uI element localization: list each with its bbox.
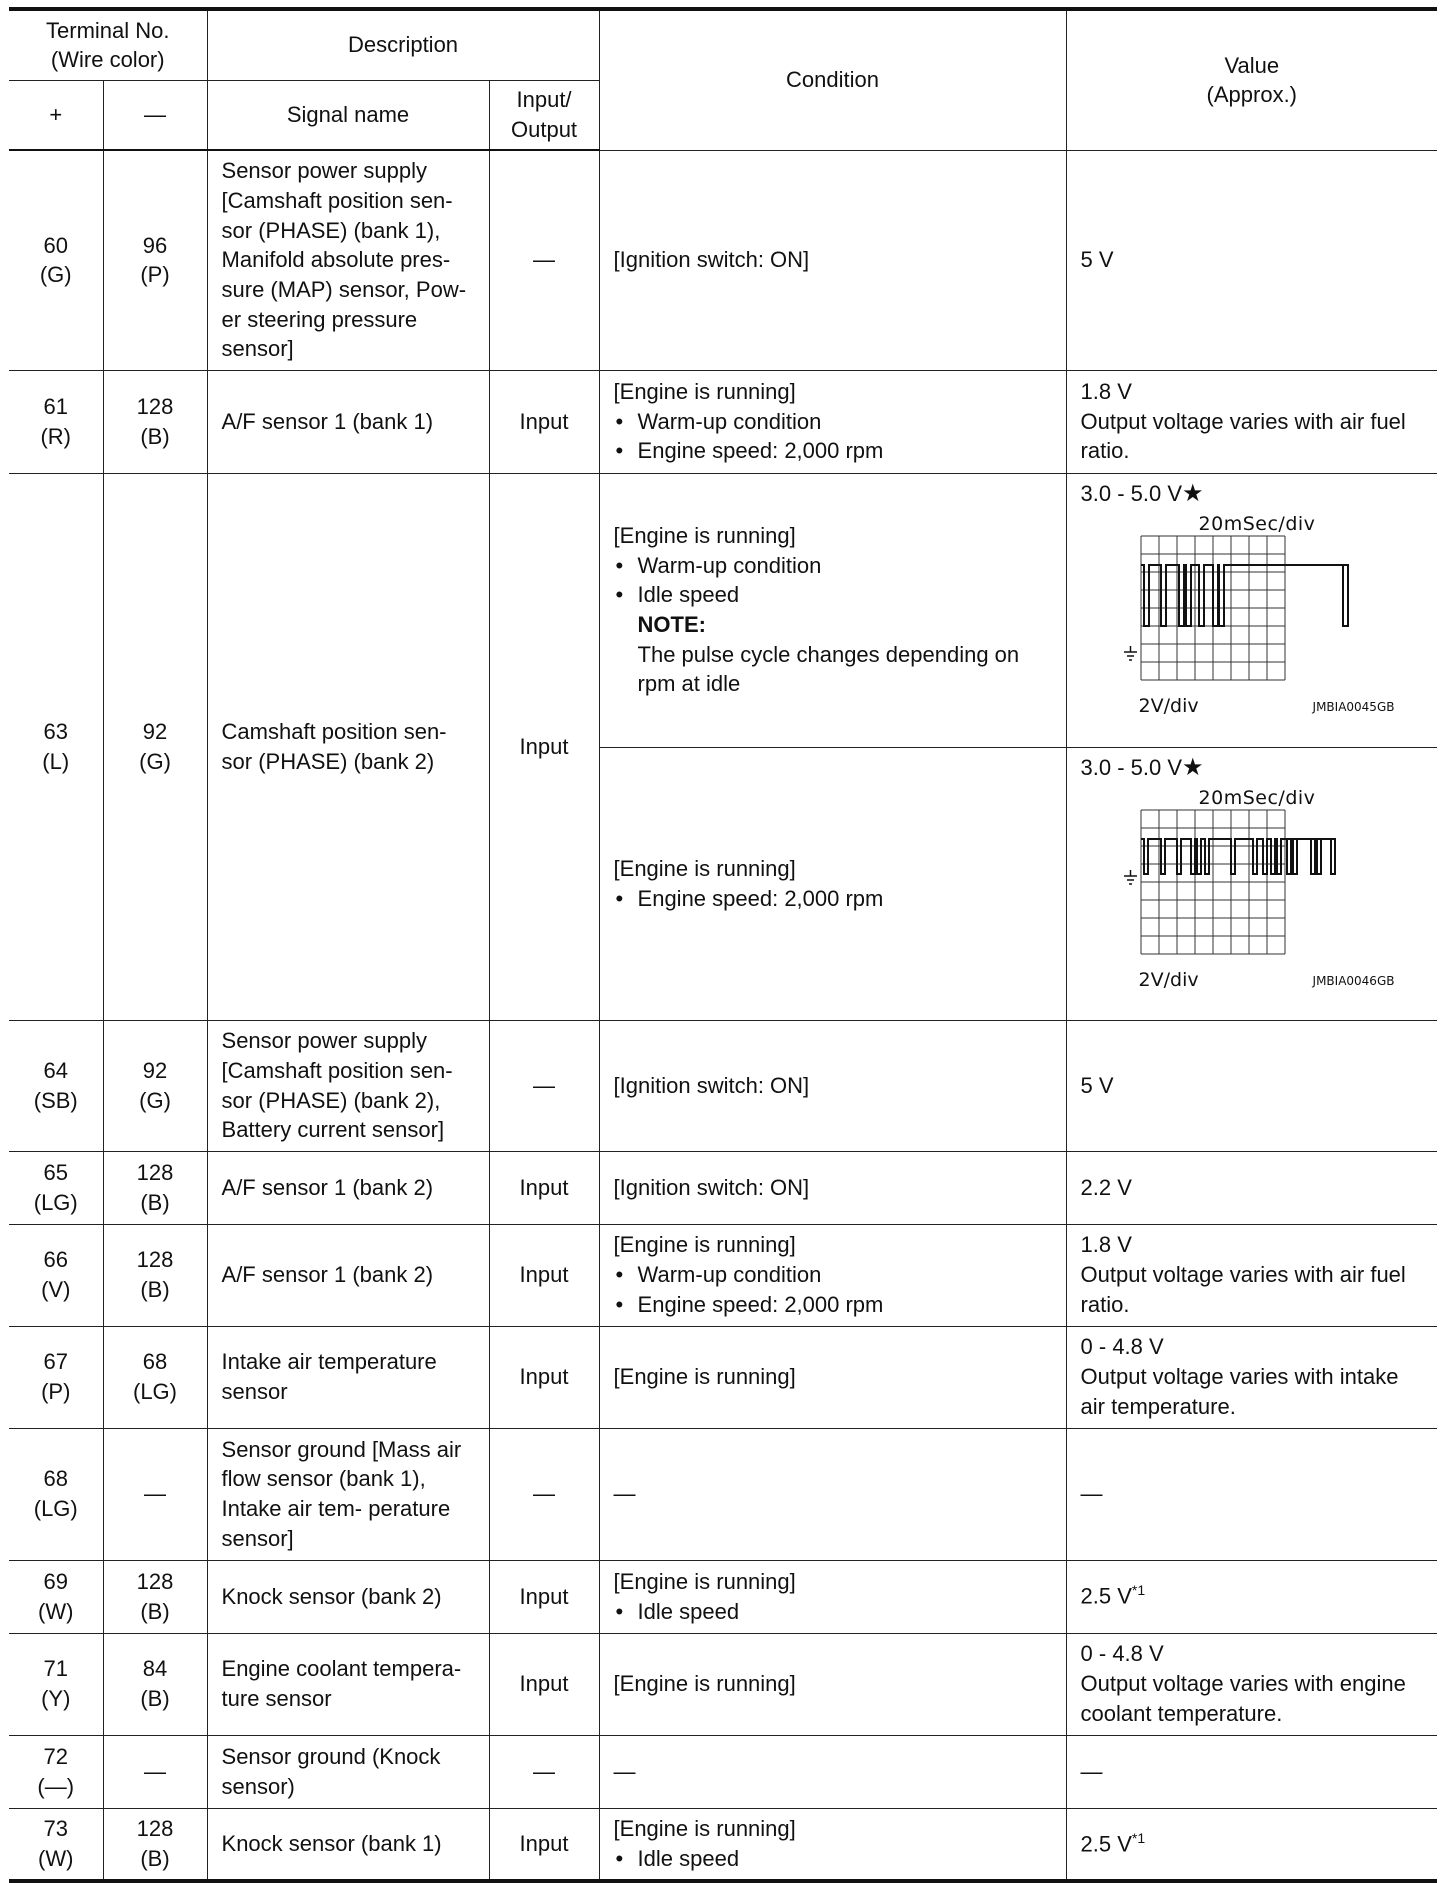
condition-head: [Engine is running] — [613, 855, 796, 881]
wire-color: (V) — [41, 1277, 71, 1302]
io-type: Input — [489, 1633, 599, 1735]
condition — [599, 473, 1066, 747]
value-main: 3.0 - 5.0 V — [1080, 754, 1183, 780]
star-icon: ★ — [1182, 479, 1204, 507]
oscilloscope-graph — [1081, 786, 1411, 998]
wire-color: (—) — [37, 1773, 75, 1799]
condition: [Ignition switch: ON] — [599, 1151, 1066, 1224]
condition-item: • Warm-up condition — [614, 1260, 1052, 1290]
io-type: Input — [489, 370, 599, 473]
wire-color: (LG) — [33, 1189, 78, 1215]
signal-name: Knock sensor (bank 1) — [207, 1808, 489, 1881]
wire-color: (B) — [140, 1598, 170, 1624]
terminal-number: 61 — [43, 393, 68, 419]
condition-item: • Idle speed — [614, 1844, 1052, 1874]
value-main: 1.8 V — [1080, 1232, 1132, 1258]
terminal-number: 60 — [43, 232, 68, 258]
condition: [Ignition switch: ON] — [599, 150, 1066, 370]
wire-color: (R) — [40, 423, 72, 449]
condition — [599, 1224, 1066, 1326]
scope-waveform-trace — [1141, 565, 1348, 626]
wire-color: (Y) — [41, 1686, 71, 1711]
io-type: — — [489, 1020, 599, 1151]
plus-terminal — [9, 1020, 103, 1151]
condition — [599, 1808, 1066, 1881]
scope-volt-scale: 2V/div — [1138, 968, 1199, 991]
signal-name: A/F sensor 1 (bank 1) — [207, 370, 489, 473]
table-row — [9, 150, 1437, 370]
plus-terminal — [9, 1326, 103, 1428]
terminal-number: 92 — [142, 1057, 168, 1083]
io-type: Input — [489, 473, 599, 1020]
table-row — [9, 1735, 1437, 1808]
signal-name: Sensor power supply [Camshaft position sen- sor (PHASE) (bank 1), Manifold absolute pres- sure (MAP) sensor, Pow- er steering pressure sensor] — [207, 150, 489, 370]
plus-terminal — [9, 1808, 103, 1881]
minus-terminal — [103, 473, 207, 1020]
terminal-number: 96 — [142, 232, 168, 258]
value: — — [1066, 1735, 1437, 1808]
ground-marker-icon — [1124, 870, 1137, 884]
terminal-number: 128 — [136, 1816, 174, 1842]
condition-head: [Engine is running] — [613, 378, 796, 404]
wire-color: (B) — [140, 1845, 170, 1871]
condition — [599, 747, 1066, 1020]
plus-terminal — [9, 1151, 103, 1224]
figure-id: JMBIA0045GB — [1312, 699, 1395, 714]
header-condition: Condition — [599, 9, 1066, 150]
condition: — — [599, 1428, 1066, 1560]
minus-terminal — [103, 1224, 207, 1326]
signal-name: Knock sensor (bank 2) — [207, 1560, 489, 1633]
minus-terminal — [103, 150, 207, 370]
value-main: 0 - 4.8 V — [1080, 1641, 1164, 1667]
condition-item: • Idle speed — [614, 580, 1052, 610]
header-io-label-2: Output — [511, 116, 578, 142]
condition-list — [614, 884, 1052, 914]
wire-color: (W) — [38, 1598, 74, 1624]
oscilloscope-graph — [1081, 512, 1411, 724]
wire-color: (P) — [41, 1379, 71, 1404]
scope-grid — [1141, 810, 1285, 954]
condition: [Ignition switch: ON] — [599, 1020, 1066, 1151]
header-description: Description — [207, 9, 599, 80]
header-minus: — — [103, 80, 207, 150]
table-row — [9, 1326, 1437, 1428]
terminal-number: 68 — [43, 1466, 68, 1492]
plus-terminal — [9, 1633, 103, 1735]
value — [1066, 1808, 1437, 1881]
condition: — — [599, 1735, 1066, 1808]
plus-terminal — [9, 1735, 103, 1808]
condition-list — [614, 407, 1052, 466]
plus-terminal — [9, 1224, 103, 1326]
header-value-label: Value — [1224, 52, 1280, 78]
terminal-number: 92 — [142, 718, 168, 744]
note — [614, 610, 1052, 699]
table-row — [9, 1224, 1437, 1326]
terminal-number: 128 — [136, 1568, 174, 1594]
value — [1066, 1326, 1437, 1428]
value: 5 V — [1066, 150, 1437, 370]
terminal-number: 66 — [43, 1247, 68, 1273]
value-note: Output voltage varies with intake air temperature. — [1080, 1364, 1399, 1419]
io-type: Input — [489, 1808, 599, 1881]
value-main: 3.0 - 5.0 V — [1080, 480, 1183, 506]
wire-color: (B) — [140, 1189, 170, 1215]
plus-terminal — [9, 1428, 103, 1560]
scope-time-scale: 20mSec/div — [1198, 512, 1316, 535]
wire-color: (W) — [38, 1845, 74, 1871]
condition-item: • Idle speed — [614, 1597, 1052, 1627]
oscilloscope-waveform — [1081, 786, 1411, 998]
terminal-number: — — [144, 1758, 166, 1784]
header-value — [1066, 9, 1437, 150]
condition: [Engine is running] — [599, 1326, 1066, 1428]
condition-item: • Engine speed: 2,000 rpm — [614, 884, 1052, 914]
condition-head: [Engine is running] — [613, 522, 796, 548]
condition-item: • Warm-up condition — [614, 407, 1052, 437]
condition-head: [Engine is running] — [613, 1232, 796, 1258]
wire-color: (G) — [139, 748, 171, 774]
table-row — [9, 1808, 1437, 1881]
minus-terminal — [103, 1560, 207, 1633]
value: 2.2 V — [1066, 1151, 1437, 1224]
header-terminal-no — [9, 9, 207, 80]
ground-marker-icon — [1124, 646, 1137, 660]
signal-name: A/F sensor 1 (bank 2) — [207, 1224, 489, 1326]
header-io-label-1: Input/ — [516, 87, 572, 113]
scope-volt-scale: 2V/div — [1138, 694, 1199, 717]
condition-list — [614, 1844, 1052, 1874]
header-wire-color-label: (Wire color) — [50, 47, 165, 73]
minus-terminal — [103, 1808, 207, 1881]
star-icon: ★ — [1182, 753, 1204, 781]
condition-item: • Warm-up condition — [614, 551, 1052, 581]
wire-color: (LG) — [33, 1496, 78, 1521]
wire-color: (LG) — [133, 1379, 177, 1404]
wire-color: (B) — [140, 1686, 170, 1711]
table-row — [9, 1020, 1437, 1151]
header-io — [489, 80, 599, 150]
terminal-number: 84 — [142, 1656, 168, 1682]
minus-terminal — [103, 1020, 207, 1151]
condition-head: [Engine is running] — [613, 1816, 796, 1842]
value-note: Output voltage varies with air fuel ratio. — [1080, 1262, 1406, 1317]
wire-color: (B) — [140, 1277, 170, 1302]
value — [1066, 1633, 1437, 1735]
plus-terminal — [9, 1560, 103, 1633]
terminal-number: 71 — [43, 1656, 68, 1682]
wire-color: (G) — [139, 1087, 171, 1113]
terminal-number: 69 — [43, 1568, 68, 1594]
io-type: — — [489, 1428, 599, 1560]
terminal-spec-table — [9, 7, 1437, 1883]
terminal-number: 63 — [43, 718, 68, 744]
table-row — [9, 370, 1437, 473]
signal-name: Sensor ground (Knock sensor) — [207, 1735, 489, 1808]
condition-head: [Engine is running] — [613, 1568, 796, 1594]
plus-terminal — [9, 370, 103, 473]
plus-terminal — [9, 150, 103, 370]
io-type: — — [489, 150, 599, 370]
header-row-1 — [9, 9, 1437, 80]
header-plus: + — [9, 80, 103, 150]
terminal-number: 65 — [43, 1159, 68, 1185]
table-row — [9, 1560, 1437, 1633]
signal-name: A/F sensor 1 (bank 2) — [207, 1151, 489, 1224]
figure-id: JMBIA0046GB — [1312, 973, 1395, 988]
header-terminal-no-label: Terminal No. — [46, 17, 170, 43]
wire-color: (P) — [140, 262, 170, 288]
table-row — [9, 1151, 1437, 1224]
signal-name: Sensor power supply [Camshaft position sen- sor (PHASE) (bank 2), Battery current sensor] — [207, 1020, 489, 1151]
wire-color: (L) — [42, 748, 70, 774]
signal-name: Sensor ground [Mass air flow sensor (bank 1), Intake air tem- perature sensor] — [207, 1428, 489, 1560]
wire-color: (G) — [39, 262, 72, 288]
minus-terminal — [103, 1735, 207, 1808]
io-type: — — [489, 1735, 599, 1808]
minus-terminal — [103, 1326, 207, 1428]
condition-list — [614, 551, 1052, 610]
note-text: The pulse cycle changes depending on rpm at idle — [637, 641, 1020, 697]
value — [1066, 473, 1437, 747]
value-main: 0 - 4.8 V — [1080, 1334, 1164, 1360]
value: 5 V — [1066, 1020, 1437, 1151]
plus-terminal — [9, 473, 103, 1020]
terminal-number: 67 — [43, 1349, 68, 1375]
condition: [Engine is running] — [599, 1633, 1066, 1735]
minus-terminal — [103, 1428, 207, 1560]
condition-list — [614, 1597, 1052, 1627]
minus-terminal — [103, 1633, 207, 1735]
value: — — [1066, 1428, 1437, 1560]
value — [1066, 1224, 1437, 1326]
io-type: Input — [489, 1224, 599, 1326]
value-main: 1.8 V — [1080, 378, 1132, 404]
terminal-number: — — [144, 1481, 166, 1507]
value-note: Output voltage varies with engine coolant temperature. — [1080, 1671, 1406, 1726]
wire-color: (SB) — [33, 1087, 78, 1113]
table-row — [9, 1428, 1437, 1560]
footnote-ref: *1 — [1131, 1582, 1146, 1599]
value-main: 2.5 V — [1080, 1831, 1132, 1857]
terminal-number: 72 — [43, 1743, 68, 1769]
terminal-number: 68 — [142, 1349, 168, 1375]
signal-name: Camshaft position sen- sor (PHASE) (bank 2) — [207, 473, 489, 1020]
table-row — [9, 1633, 1437, 1735]
condition — [599, 370, 1066, 473]
value-note: Output voltage varies with air fuel ratio. — [1080, 408, 1406, 464]
minus-terminal — [103, 1151, 207, 1224]
header-signal-name: Signal name — [207, 80, 489, 150]
value-main: 2.5 V — [1080, 1583, 1132, 1609]
io-type: Input — [489, 1151, 599, 1224]
value — [1066, 747, 1437, 1020]
note-title: NOTE: — [637, 612, 706, 637]
scope-time-scale: 20mSec/div — [1198, 786, 1316, 809]
condition-item: • Engine speed: 2,000 rpm — [614, 1290, 1052, 1320]
header-approx-label: (Approx.) — [1206, 82, 1298, 108]
terminal-number: 73 — [43, 1816, 68, 1842]
io-type: Input — [489, 1560, 599, 1633]
terminal-number: 128 — [136, 1247, 174, 1273]
condition-list — [614, 1260, 1052, 1319]
wire-color: (B) — [140, 423, 170, 449]
table-row — [9, 473, 1437, 747]
scope-waveform-trace — [1141, 839, 1335, 874]
signal-name: Engine coolant tempera- ture sensor — [207, 1633, 489, 1735]
terminal-number: 64 — [43, 1057, 68, 1083]
footnote-ref: *1 — [1131, 1829, 1146, 1846]
io-type: Input — [489, 1326, 599, 1428]
value — [1066, 1560, 1437, 1633]
terminal-number: 128 — [136, 393, 174, 419]
value — [1066, 370, 1437, 473]
minus-terminal — [103, 370, 207, 473]
signal-name: Intake air temperature sensor — [207, 1326, 489, 1428]
terminal-number: 128 — [136, 1159, 174, 1185]
condition — [599, 1560, 1066, 1633]
condition-item: • Engine speed: 2,000 rpm — [614, 436, 1052, 466]
oscilloscope-waveform — [1081, 512, 1411, 724]
